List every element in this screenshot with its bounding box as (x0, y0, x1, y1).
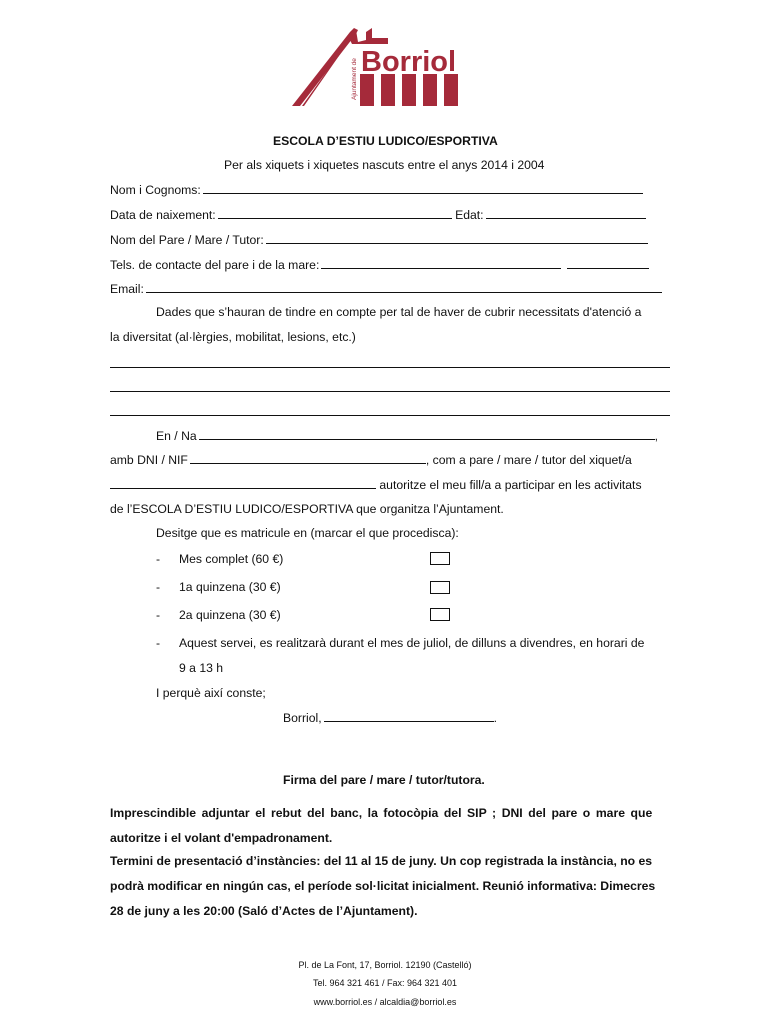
age-label: Edat: (455, 208, 484, 222)
birth-label: Data de naixement: (110, 208, 216, 222)
place-period: . (493, 711, 497, 725)
service-note-1: Aquest servei, es realitzarà durant el mes de juliol, de dilluns a divendres, en horari de (179, 636, 645, 650)
note-dash: - (156, 636, 161, 650)
date-input-line[interactable] (324, 720, 494, 722)
en-na-label: En / Na (156, 429, 197, 443)
footer-web-wrap (0, 997, 770, 1007)
dni-input-line[interactable] (190, 462, 426, 464)
parent-field-row (110, 233, 648, 247)
phone-input-line-1[interactable] (321, 267, 561, 269)
email-label: Email: (110, 282, 144, 296)
birth-input-line[interactable] (218, 217, 452, 219)
option-dash-3: - (156, 608, 161, 622)
email-input-line[interactable] (146, 291, 662, 293)
footer-address-wrap (0, 960, 770, 970)
logo-wordmark: Borriol (361, 46, 457, 78)
notice-line-1: Imprescindible adjuntar el rebut del banc, la fotocòpia del SIP ; DNI del pare o mare que (110, 806, 653, 820)
name-label: Nom i Cognoms: (110, 183, 201, 197)
service-note-2: 9 a 13 h (179, 661, 224, 675)
parent-label: Nom del Pare / Mare / Tutor: (110, 233, 264, 247)
option-checkbox-2[interactable] (430, 581, 450, 594)
autoritze-text: autoritze el meu fill/a a participar en les activitats (379, 478, 642, 492)
logo-subtitle: Ajuntament de (351, 58, 358, 100)
place-label: Borriol, (283, 711, 322, 725)
diversity-text-2: la diversitat (al·lèrgies, mobilitat, lesions, etc.) (110, 330, 356, 344)
phone-label: Tels. de contacte del pare i de la mare: (110, 258, 320, 272)
page-title: ESCOLA D’ESTIU LUDICO/ESPORTIVA (273, 134, 498, 148)
footer-address: Pl. de La Font, 17, Borriol. 12190 (Castelló) (298, 960, 472, 970)
borriol-logo (292, 22, 467, 110)
email-field-row (110, 282, 662, 296)
phone-input-line-2[interactable] (567, 267, 649, 269)
dni-suffix: , com a pare / mare / tutor del xiquet/a (425, 453, 632, 467)
footer-phone: Tel. 964 321 461 / Fax: 964 321 401 (312, 978, 458, 988)
name-field-row (110, 183, 643, 197)
child-name-input-line[interactable] (110, 487, 376, 489)
notice-line-3: Termini de presentació d’instàncies: del 11 al 15 de juny. Un cop registrada la instància, no es (110, 854, 653, 868)
diversity-line-1[interactable] (110, 367, 670, 368)
enrolment-intro: Desitge que es matricule en (marcar el que procedisca): (156, 526, 459, 540)
phone-field-row (110, 258, 649, 272)
option-dash-1: - (156, 552, 161, 566)
birth-field-row (110, 208, 646, 222)
name-input-line[interactable] (203, 192, 643, 194)
en-na-input-line[interactable] (199, 438, 655, 440)
notice-line-4: podrà modificar en ningún cas, el període sol·licitat inicialment. Reunió informativa: Dimecres (110, 879, 656, 893)
dni-label: amb DNI / NIF (110, 453, 188, 467)
signature-label: Firma del pare / mare / tutor/tutora. (283, 773, 485, 787)
dni-row (110, 453, 632, 467)
organitza-text: de l’ESCOLA D’ESTIU LUDICO/ESPORTIVA que organitza l’Ajuntament. (110, 502, 504, 516)
parent-input-line[interactable] (266, 242, 648, 244)
option-dash-2: - (156, 580, 161, 594)
footer-web[interactable]: www.borriol.es / alcaldia@borriol.es (313, 997, 457, 1007)
option-label-2: 1a quinzena (30 €) (179, 580, 281, 594)
conste-text: I perquè així conste; (156, 686, 266, 700)
child-row (110, 478, 642, 492)
en-na-row: En / Na , (156, 429, 659, 443)
notice-line-2: autoritze i el volant d'empadronament. (110, 831, 333, 845)
option-checkbox-1[interactable] (430, 552, 450, 565)
footer-phone-wrap (0, 978, 770, 988)
place-date-row (283, 711, 497, 725)
diversity-line-3[interactable] (110, 415, 670, 416)
page-subtitle: Per als xiquets i xiquetes nascuts entre el anys 2014 i 2004 (224, 158, 545, 172)
diversity-line-2[interactable] (110, 391, 670, 392)
option-label-1: Mes complet (60 €) (179, 552, 284, 566)
option-label-3: 2a quinzena (30 €) (179, 608, 281, 622)
option-checkbox-3[interactable] (430, 608, 450, 621)
diversity-text-1: Dades que s’hauran de tindre en compte per tal de haver de cubrir necessitats d'atenció a (156, 305, 642, 319)
notice-line-5: 28 de juny a les 20:00 (Saló d’Actes de l’Ajuntament). (110, 904, 418, 918)
age-input-line[interactable] (486, 217, 646, 219)
